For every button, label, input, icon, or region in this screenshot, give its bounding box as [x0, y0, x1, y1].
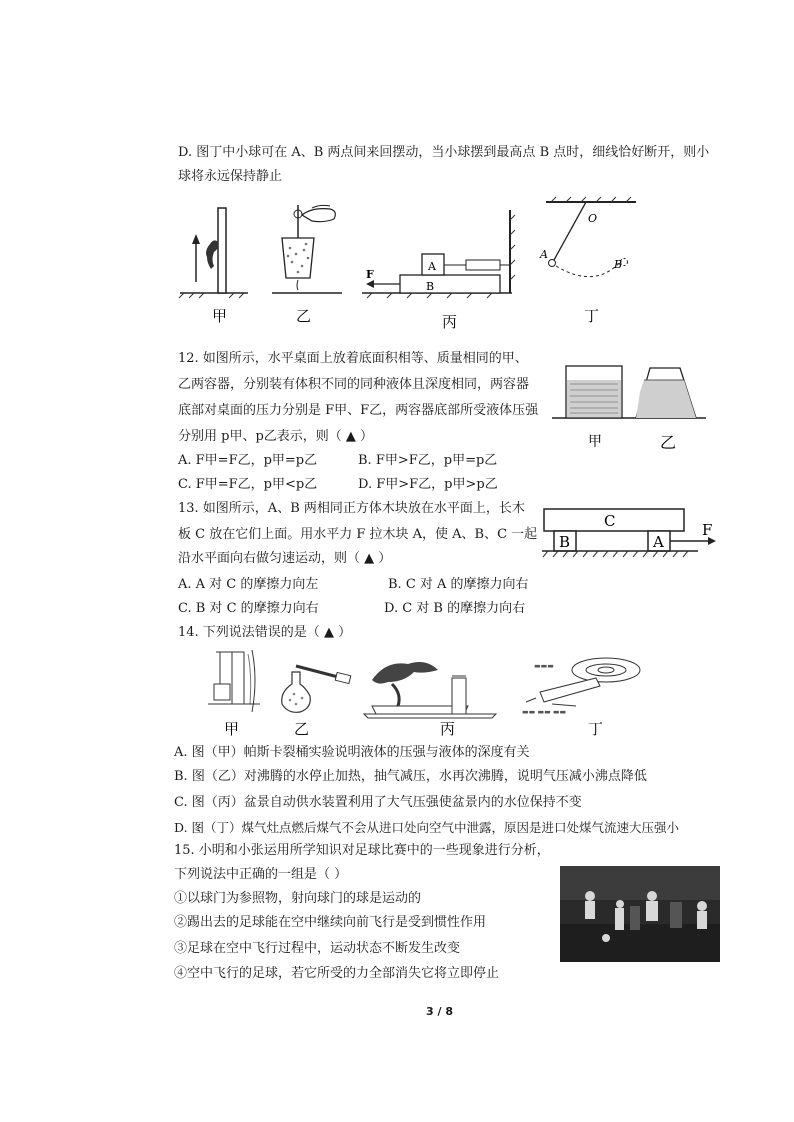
q11-ding-a: A	[540, 248, 548, 261]
q11-label-ding: 丁	[584, 307, 600, 325]
q13-fig-a: A	[653, 533, 664, 551]
q15-item-4: ④空中飞行的足球，若它所受的力全部消失它将立即停止	[174, 966, 500, 981]
q14-figures	[196, 648, 656, 740]
q15-item-2: ②踢出去的足球能在空中继续向前飞行是受到惯性作用	[174, 915, 487, 930]
q14-figure-yi	[282, 666, 351, 738]
q12-stem-line2: 乙两容器，分别装有体积不同的同种液体且深度相同，两容器	[178, 377, 530, 392]
q13-stem-line2: 板 C 放在它们上面。用水平力 F 拉木块 A，使 A、B、C 一起	[178, 527, 538, 542]
q14-option-a: A. 图（甲）帕斯卡裂桶实验说明液体的压强与液体的深度有关	[174, 745, 530, 760]
q13-fig-b: B	[559, 533, 571, 551]
q15-item-3: ③足球在空中飞行过程中，运动状态不断发生改变	[174, 941, 461, 956]
q12-option-c: C. F甲=F乙，p甲<p乙	[178, 477, 318, 492]
q13-fig-f: F	[702, 521, 713, 539]
q11-figure-yi	[272, 200, 352, 325]
q12-stem-line1: 12. 如图所示，水平桌面上放着底面积相等、质量相同的甲、	[178, 351, 528, 366]
q12-option-d: D. F甲>F乙，p甲>p乙	[358, 477, 498, 492]
q12-stem-line4: 分别用 p甲、p乙表示，则（ ▲ ）	[178, 429, 374, 444]
q14-label-yi: 乙	[294, 720, 310, 738]
svg-text:▬▬▬: ▬▬▬	[534, 662, 554, 670]
q13-stem-line1: 13. 如图所示，A、B 两相同正方体木块放在水平面上，长木	[178, 501, 525, 516]
q13-option-d: D. C 对 B 的摩擦力向右	[384, 601, 526, 616]
q12-figure	[548, 358, 710, 458]
q14-stem: 14. 下列说法错误的是（ ▲ ）	[178, 625, 352, 640]
q14-figure-bing	[364, 662, 496, 738]
q11-bing-force-label: F	[366, 268, 374, 281]
q12-stem-line3: 底部对桌面的压力分别是 F甲、F乙，两容器底部所受液体压强	[178, 403, 539, 418]
q12-label-yi: 乙	[660, 433, 677, 452]
q14-option-d: D. 图（丁）煤气灶点燃后煤气不会从进口处向空气中泄露，原因是进口处煤气流速大压强小	[174, 820, 680, 835]
q12-option-b: B. F甲>F乙，p甲=p乙	[358, 453, 498, 468]
q14-label-jia: 甲	[224, 720, 240, 738]
q13-option-a: A. A 对 C 的摩擦力向左	[178, 577, 319, 592]
q14-figure-jia	[208, 650, 260, 738]
q11-option-d-line2: 球将永远保持静止	[178, 169, 283, 184]
page-number: 3 / 8	[426, 1005, 453, 1018]
q11-label-jia: 甲	[212, 307, 228, 325]
q11-label-bing: 丙	[442, 313, 458, 331]
q12-label-jia: 甲	[588, 434, 602, 450]
q11-label-yi: 乙	[296, 307, 312, 325]
q13-option-c: C. B 对 C 的摩擦力向右	[178, 601, 319, 616]
q15-soccer-photo	[560, 866, 720, 962]
q14-label-ding: 丁	[588, 720, 604, 738]
q15-item-1: ①以球门为参照物，射向球门的球是运动的	[174, 891, 422, 906]
svg-text:▬▬ ▬▬ ▬▬: ▬▬ ▬▬ ▬▬	[522, 708, 567, 716]
q11-ding-o: O	[588, 212, 598, 225]
q13-stem-line3: 沿水平面向右做匀速运动，则（ ▲ ）	[178, 551, 392, 566]
q11-figure-ding	[536, 194, 646, 324]
q13-fig-c: C	[604, 512, 616, 530]
q12-option-a: A. F甲=F乙，p甲=p乙	[178, 453, 318, 468]
q14-option-c: C. 图（丙）盆景自动供水装置利用了大气压强使盆景内的水位保持不变	[174, 795, 582, 810]
q13-option-b: B. C 对 A 的摩擦力向右	[388, 577, 529, 592]
q11-figure-bing	[362, 200, 522, 330]
q11-bing-block-b: B	[426, 280, 435, 293]
q11-figure-jia	[176, 200, 256, 325]
q11-ding-b: B	[614, 258, 623, 271]
q15-stem-line1: 15. 小明和小张运用所学知识对足球比赛中的一些现象进行分析，	[174, 843, 550, 858]
q14-label-bing: 丙	[440, 720, 456, 738]
q15-stem-line2: 下列说法中正确的一组是（ ）	[174, 867, 348, 882]
q14-figure-ding	[522, 658, 640, 738]
q14-option-b: B. 图（乙）对沸腾的水停止加热，抽气减压，水再次沸腾，说明气压减小沸点降低	[174, 769, 647, 784]
q13-figure	[538, 505, 722, 567]
q11-option-d-line1: D. 图丁中小球可在 A、B 两点间来回摆动，当小球摆到最高点 B 点时，细线恰好断开，则小	[178, 145, 710, 160]
q11-bing-block-a: A	[428, 260, 436, 273]
